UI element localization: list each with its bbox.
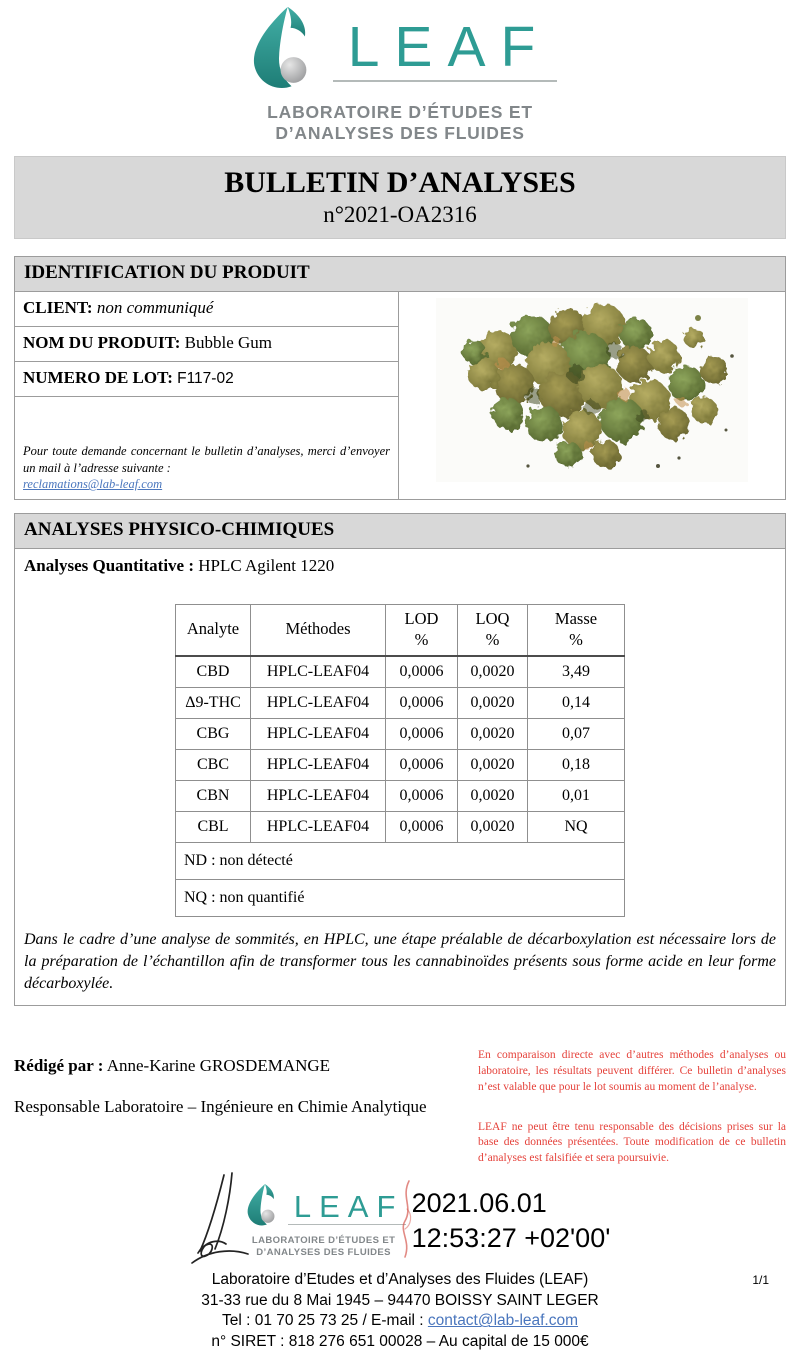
footer-contact-line bbox=[0, 1311, 800, 1332]
author-block bbox=[14, 1048, 427, 1167]
logo-subtitle-line1: LABORATOIRE D’ÉTUDES ET bbox=[267, 102, 533, 122]
lot-label: NUMERO DE LOT: bbox=[23, 367, 173, 387]
table-row bbox=[176, 780, 625, 811]
logo-wordmark: LEAF bbox=[347, 15, 551, 79]
leaf-drop-icon bbox=[242, 1183, 282, 1232]
cell-loq: 0,0020 bbox=[458, 656, 528, 688]
cell-lod: 0,0006 bbox=[386, 780, 458, 811]
cell-methode: HPLC-LEAF04 bbox=[251, 656, 386, 688]
section-identification bbox=[14, 256, 786, 500]
cell-analyte: CBG bbox=[176, 718, 251, 749]
table-row bbox=[176, 749, 625, 780]
lab-logo bbox=[0, 0, 800, 145]
footer-org-line: Laboratoire d’Etudes et d’Analyses des Fluides (LEAF) bbox=[211, 1271, 589, 1289]
cell-masse: 3,49 bbox=[528, 656, 625, 688]
author-role: Responsable Laboratoire – Ingénieure en Chimie Analytique bbox=[14, 1097, 427, 1117]
page-number: 1/1 bbox=[752, 1273, 769, 1287]
cell-masse: 0,01 bbox=[528, 780, 625, 811]
claims-note-text: Pour toute demande concernant le bulletin d’analyses, merci d’envoyer un mail à l’adresse suivante : bbox=[23, 444, 390, 475]
table-row bbox=[176, 811, 625, 842]
cell-lod: 0,0006 bbox=[386, 811, 458, 842]
table-row bbox=[176, 687, 625, 718]
note-nd: ND : non détecté bbox=[176, 842, 625, 879]
cell-masse: NQ bbox=[528, 811, 625, 842]
cell-masse: 0,14 bbox=[528, 687, 625, 718]
logo-subtitle-line1: LABORATOIRE D’ÉTUDES ET bbox=[251, 1235, 396, 1247]
col-analyte: Analyte bbox=[176, 604, 251, 656]
cell-methode: HPLC-LEAF04 bbox=[251, 811, 386, 842]
client-value: non communiqué bbox=[96, 297, 214, 317]
cell-loq: 0,0020 bbox=[458, 718, 528, 749]
col-methodes: Méthodes bbox=[251, 604, 386, 656]
cell-lod: 0,0006 bbox=[386, 718, 458, 749]
product-photo-cell bbox=[399, 292, 785, 499]
cell-loq: 0,0020 bbox=[458, 811, 528, 842]
cell-lod: 0,0006 bbox=[386, 687, 458, 718]
cell-loq: 0,0020 bbox=[458, 687, 528, 718]
disclaimer-block bbox=[478, 1048, 786, 1167]
cell-masse: 0,18 bbox=[528, 749, 625, 780]
analytes-table bbox=[175, 604, 625, 917]
quantitative-line bbox=[15, 549, 785, 582]
cell-methode: HPLC-LEAF04 bbox=[251, 749, 386, 780]
logo-wordmark: LEAF bbox=[293, 1188, 404, 1224]
identification-fields bbox=[15, 292, 399, 499]
cell-analyte: CBD bbox=[176, 656, 251, 688]
cell-methode: HPLC-LEAF04 bbox=[251, 780, 386, 811]
field-lot-number bbox=[15, 362, 398, 397]
cell-analyte: CBN bbox=[176, 780, 251, 811]
quantitative-label: Analyses Quantitative : bbox=[24, 555, 194, 575]
signature-date: 2021.06.01 bbox=[411, 1188, 547, 1219]
analyses-header: ANALYSES PHYSICO-CHIMIQUES bbox=[15, 514, 785, 549]
cell-analyte: Δ9-THC bbox=[176, 687, 251, 718]
title-banner bbox=[14, 156, 786, 239]
cell-masse: 0,07 bbox=[528, 718, 625, 749]
cell-analyte: CBC bbox=[176, 749, 251, 780]
claims-note bbox=[15, 439, 398, 499]
signature-block bbox=[14, 1048, 786, 1167]
col-loq: LOQ % bbox=[458, 604, 528, 656]
client-label: CLIENT: bbox=[23, 297, 93, 317]
contact-email-link[interactable]: contact@lab-leaf.com bbox=[427, 1312, 579, 1330]
table-note-row bbox=[176, 879, 625, 916]
product-photo-cannabis-buds bbox=[436, 298, 748, 487]
identification-header: IDENTIFICATION DU PRODUIT bbox=[15, 257, 785, 292]
logo-underline bbox=[333, 80, 557, 82]
decarboxylation-paragraph: Dans le cadre d’une analyse de sommités, en HPLC, une étape préalable de décarboxylation est nécessaire lors de la préparation de l’échantillon afin de transformer tous les cannabinoïdes présents sous forme acide en leur forme décarboxylée. bbox=[24, 930, 776, 992]
table-header-row bbox=[176, 604, 625, 656]
signature-time: 12:53:27 +02'00' bbox=[411, 1223, 611, 1254]
disclaimer-paragraph-1: En comparaison directe avec d’autres méthodes d’analyses ou laboratoire, les résultats peuvent différer. Ce bulletin d’analyses n’est valable que pour le lot soumis au moment de l’analyse. bbox=[478, 1049, 786, 1093]
leaf-drop-icon bbox=[243, 5, 321, 96]
field-product-name bbox=[15, 327, 398, 362]
logo-underline bbox=[288, 1224, 406, 1226]
field-client bbox=[15, 292, 398, 327]
footer-lab-logo bbox=[242, 1183, 406, 1259]
author-name: Anne-Karine GROSDEMANGE bbox=[106, 1056, 331, 1076]
cell-methode: HPLC-LEAF04 bbox=[251, 718, 386, 749]
product-value: Bubble Gum bbox=[184, 332, 273, 352]
signature-timestamp bbox=[412, 1186, 611, 1256]
col-lod: LOD % bbox=[386, 604, 458, 656]
footer-tel-text: Tel : 01 70 25 73 25 / E-mail : bbox=[221, 1312, 428, 1330]
logo-subtitle-line2: D’ANALYSES DES FLUIDES bbox=[256, 1247, 391, 1259]
footer-address bbox=[0, 1270, 800, 1352]
table-row bbox=[176, 718, 625, 749]
document-title: BULLETIN D’ANALYSES bbox=[224, 165, 576, 199]
cell-lod: 0,0006 bbox=[386, 749, 458, 780]
cell-methode: HPLC-LEAF04 bbox=[251, 687, 386, 718]
signed-stamp-row bbox=[0, 1173, 800, 1269]
logo-subtitle-line2: D’ANALYSES DES FLUIDES bbox=[275, 123, 525, 144]
section-analyses bbox=[14, 513, 786, 1006]
lot-value: F117-02 bbox=[177, 369, 234, 387]
footer-street-line: 31-33 rue du 8 Mai 1945 – 94470 BOISSY SAINT LEGER bbox=[201, 1291, 599, 1309]
cell-analyte: CBL bbox=[176, 811, 251, 842]
cell-lod: 0,0006 bbox=[386, 656, 458, 688]
footer-siret-line: n° SIRET : 818 276 651 00028 – Au capital de 15 000€ bbox=[211, 1333, 589, 1350]
quantitative-value: HPLC Agilent 1220 bbox=[198, 555, 335, 575]
cell-loq: 0,0020 bbox=[458, 780, 528, 811]
redige-label: Rédigé par : bbox=[14, 1056, 104, 1076]
disclaimer-paragraph-2: LEAF ne peut être tenu responsable des décisions prises sur la base des données présentées. Toute modification de ce bulletin d’analyses est falsifiée et sera poursuivie. bbox=[478, 1120, 786, 1165]
table-row bbox=[176, 656, 625, 688]
product-label: NOM DU PRODUIT: bbox=[23, 332, 181, 352]
table-note-row bbox=[176, 842, 625, 879]
document-number: n°2021-OA2316 bbox=[323, 202, 477, 228]
claims-email-link[interactable]: reclamations@lab-leaf.com bbox=[23, 477, 163, 492]
col-masse: Masse % bbox=[528, 604, 625, 656]
cell-loq: 0,0020 bbox=[458, 749, 528, 780]
note-nq: NQ : non quantifié bbox=[176, 879, 625, 916]
